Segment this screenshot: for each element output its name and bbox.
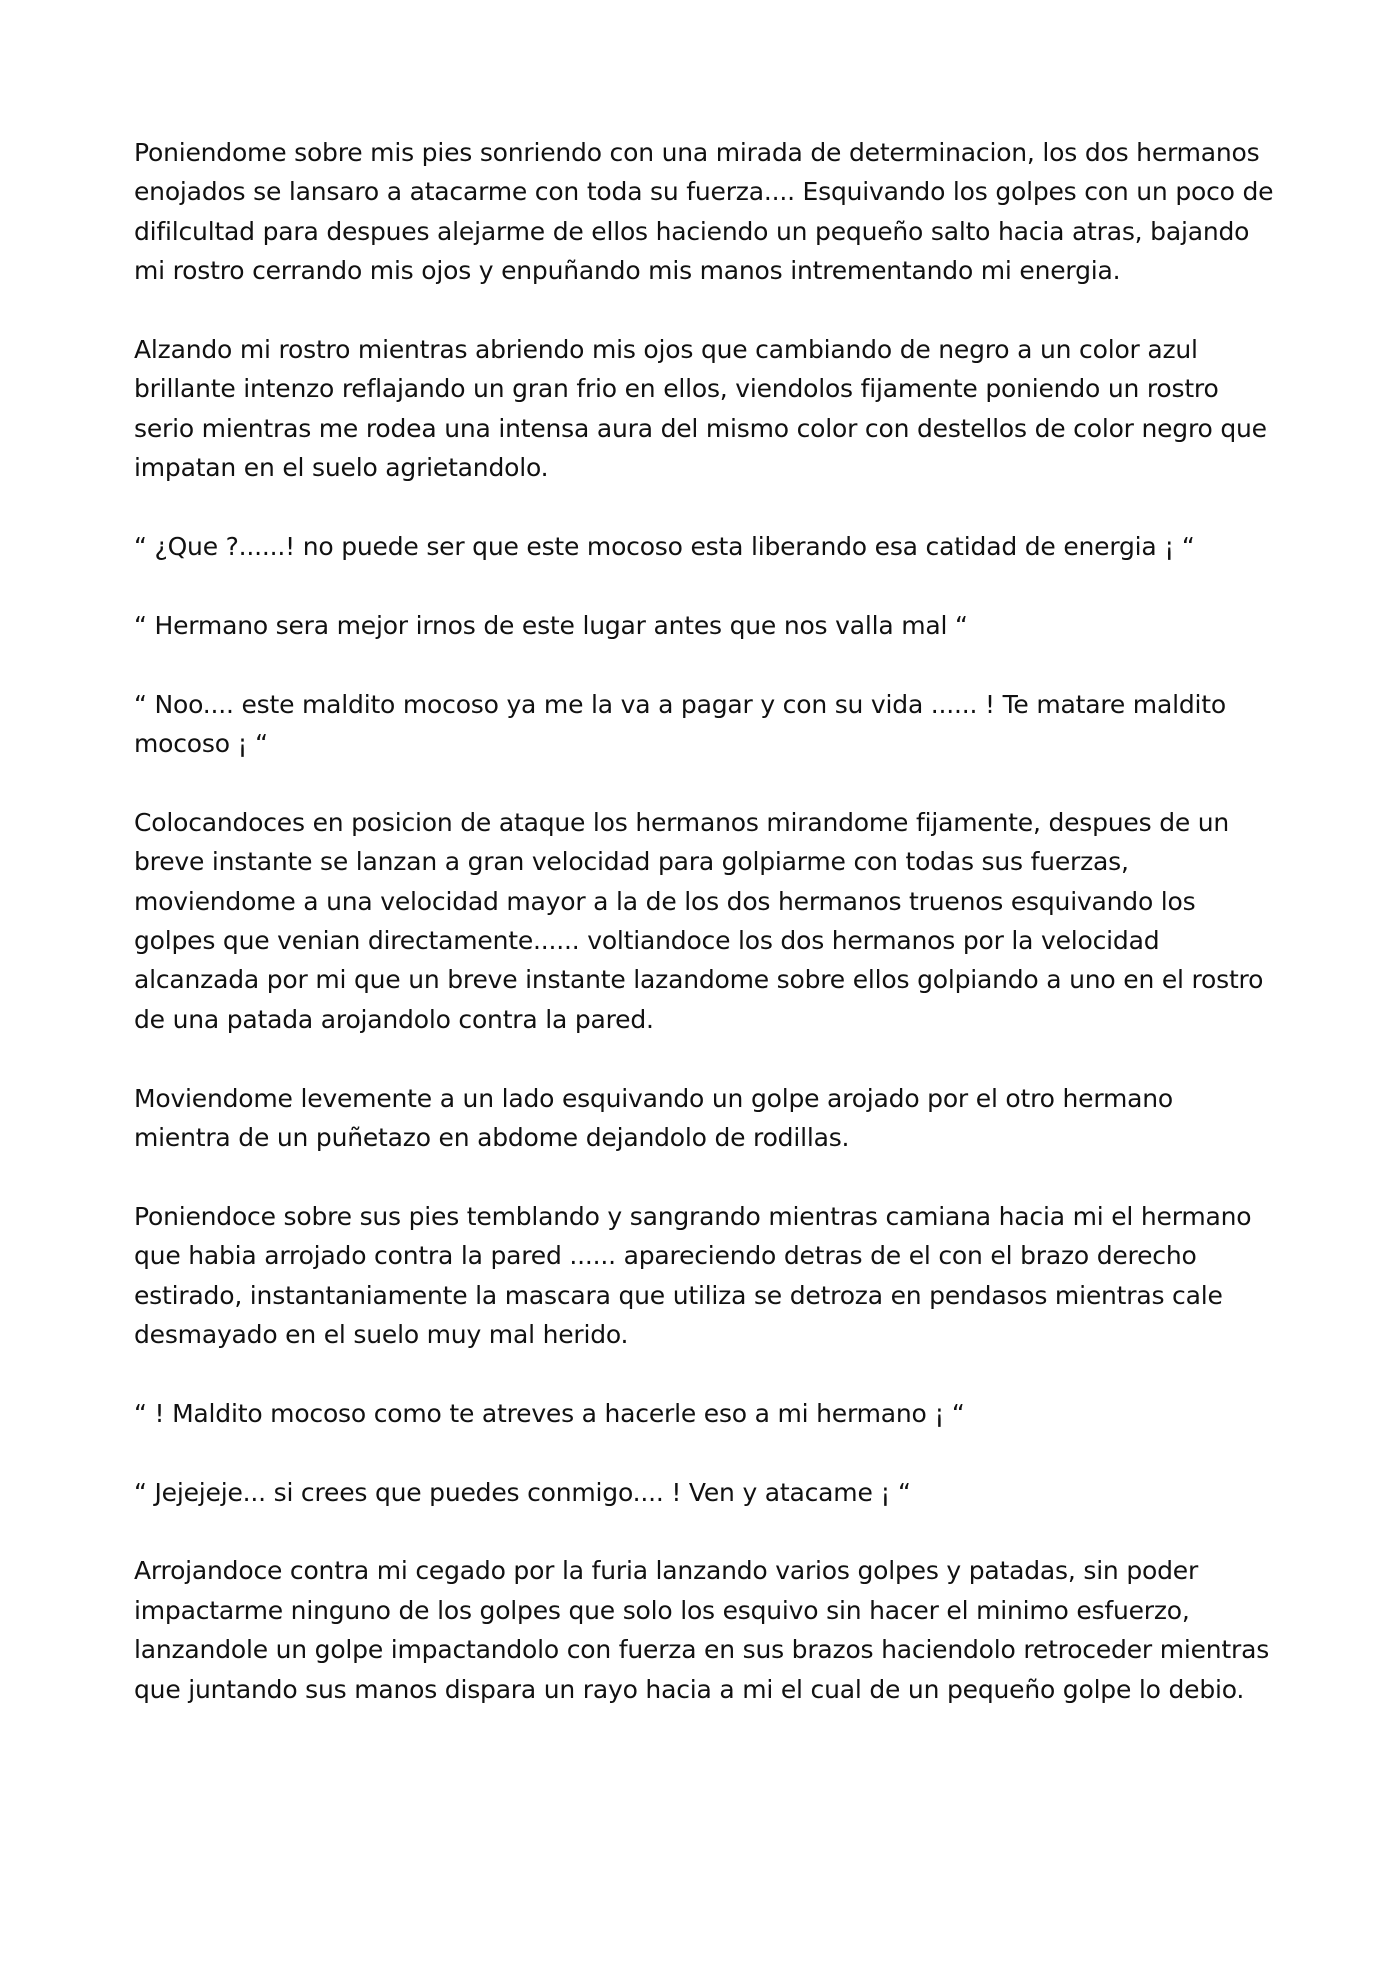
dialogue-line: “ ! Maldito mocoso como te atreves a hacerle eso a mi hermano ¡ “ bbox=[134, 1398, 965, 1428]
paragraph: Poniendoce sobre sus pies temblando y sangrando mientras camiana hacia mi el hermano que habia arrojado contra la pared ...... apareciendo detras de el con el brazo derecho estirado, instantaniamente la mascara que utiliza se detroza en pendasos mientras cale desmayado en el suelo muy mal herido. bbox=[134, 1201, 1252, 1350]
paragraph: Arrojandoce contra mi cegado por la furia lanzando varios golpes y patadas, sin poder impactarme ninguno de los golpes que solo los esquivo sin hacer el minimo esfuerzo, lanzandole un golpe impactandolo con fuerza en sus brazos haciendolo retroceder mientras que juntando sus manos dispara un rayo hacia a mi el cual de un pequeño golpe lo debio. bbox=[134, 1556, 1270, 1704]
document-body bbox=[134, 133, 1274, 1709]
paragraph: Poniendome sobre mis pies sonriendo con una mirada de determinacion, los dos hermanos enojados se lansaro a atacarme con toda su fuerza.... Esquivando los golpes con un poco de difilcultad para despues alejarme de ellos haciendo un pequeño salto hacia atras, bajando mi rostro cerrando mis ojos y enpuñando mis manos intrementando mi energia. bbox=[134, 138, 1274, 286]
dialogue-line: “ Hermano sera mejor irnos de este lugar antes que nos valla mal “ bbox=[134, 610, 968, 640]
paragraph: Colocandoces en posicion de ataque los hermanos mirandome fijamente, despues de un breve instante se lanzan a gran velocidad para golpiarme con todas sus fuerzas, moviendome a una velocidad mayor a la de los dos hermanos truenos esquivando los golpes que venian directamente...... voltiandoce los dos hermanos por la velocidad alcanzada por mi que un breve instante lazandome sobre ellos golpiando a uno en el rostro de una patada arojandolo contra la pared. bbox=[134, 807, 1264, 1034]
dialogue-line: “ Noo.... este maldito mocoso ya me la va a pagar y con su vida ...... ! Te matare maldito mocoso ¡ “ bbox=[134, 689, 1226, 759]
dialogue-line: “ ¿Que ?......! no puede ser que este mocoso esta liberando esa catidad de energia ¡ “ bbox=[134, 532, 1195, 562]
paragraph: Alzando mi rostro mientras abriendo mis ojos que cambiando de negro a un color azul brillante intenzo reflajando un gran frio en ellos, viendolos fijamente poniendo un rostro serio mientras me rodea una intensa aura del mismo color con destellos de color negro que impatan en el suelo agrietandolo. bbox=[134, 335, 1267, 483]
paragraph: Moviendome levemente a un lado esquivando un golpe arojado por el otro hermano mientra de un puñetazo en abdome dejandolo de rodillas. bbox=[134, 1083, 1173, 1153]
dialogue-line: “ Jejejeje... si crees que puedes conmigo.... ! Ven y atacame ¡ “ bbox=[134, 1477, 911, 1507]
